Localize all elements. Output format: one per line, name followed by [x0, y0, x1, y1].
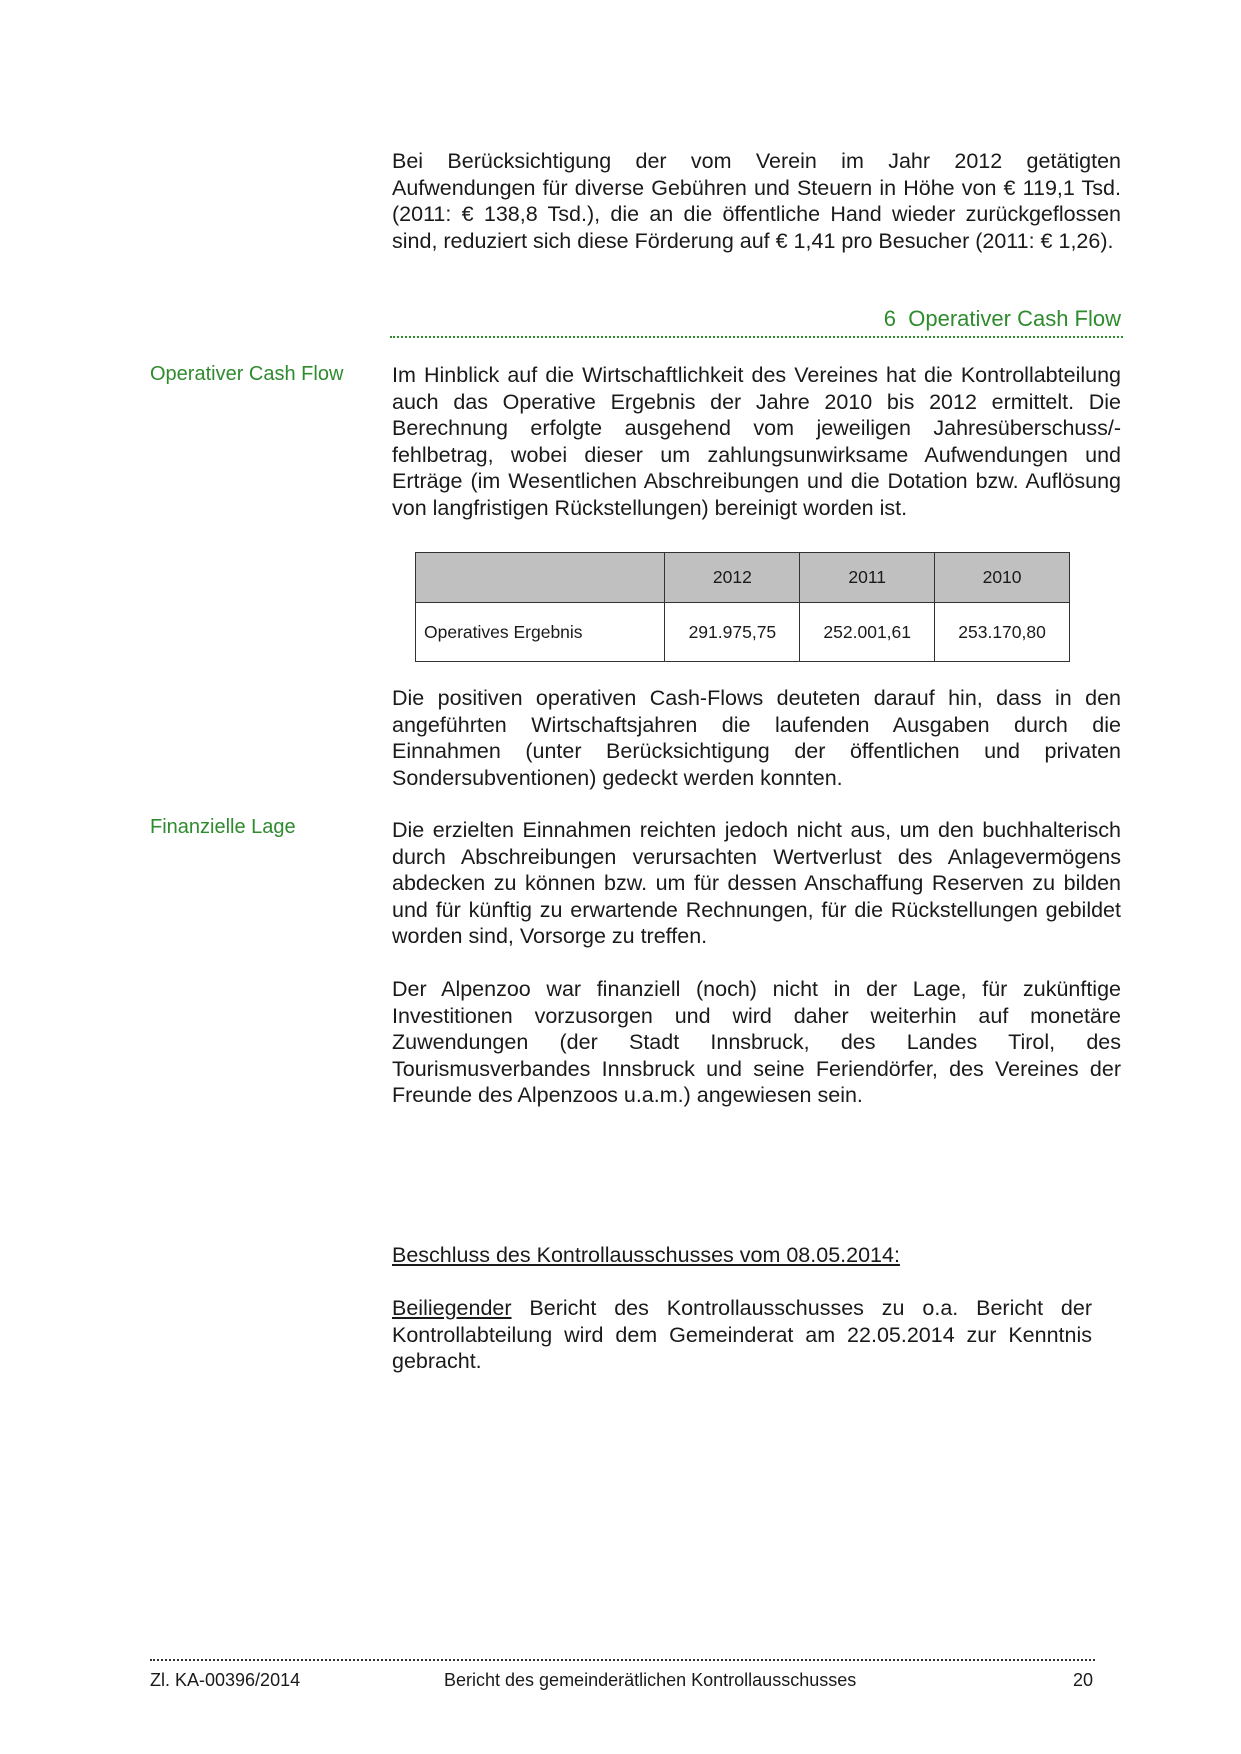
table-row-label: Operatives Ergebnis	[416, 603, 665, 662]
section-divider	[390, 336, 1123, 338]
sidebar-label-cash-flow: Operativer Cash Flow	[150, 363, 344, 385]
table-header-cell: 2010	[935, 553, 1070, 603]
section-title: Operativer Cash Flow	[908, 306, 1121, 331]
footer-page-number: 20	[1073, 1670, 1094, 1690]
table-header-row	[416, 553, 1070, 603]
table-header-cell	[416, 553, 665, 603]
footer-reference: Zl. KA-00396/2014	[150, 1670, 301, 1690]
table-header-cell: 2011	[800, 553, 935, 603]
beschluss-text: Bericht des Kontrollausschusses zu o.a. Bericht der Kontrollabteilung wird dem Gemeinderat am 22.05.2014 zur Kenntnis gebracht.	[392, 1296, 1092, 1373]
table-cell: 252.001,61	[800, 603, 935, 662]
beschluss-lead: Beiliegender	[392, 1296, 512, 1320]
alpenzoo-paragraph: Der Alpenzoo war finanziell (noch) nicht in der Lage, für zukünftige Investitionen vorzusorgen und wird daher weiterhin auf monetäre Zuwendungen (der Stadt Innsbruck, des Landes Tirol, des Tourismusverbandes Innsbruck und seine Feriendörfer, des Vereines der Freunde des Alpenzoos u.a.m.) angewiesen sein.	[392, 977, 1121, 1107]
section-heading	[392, 306, 1121, 332]
cash-flow-paragraph: Im Hinblick auf die Wirtschaftlichkeit des Vereines hat die Kontrollabteilung auch das Operative Ergebnis der Jahre 2010 bis 2012 ermittelt. Die Berechnung erfolgte ausgehend vom jeweiligen Jahresüberschuss/-fehlbetrag, wobei dieser um zahlungsunwirksame Aufwendungen und Erträge (im Wesentlichen Abschreibungen und die Dotation bzw. Auflösung von langfristigen Rückstellungen) bereinigt worden ist.	[392, 363, 1121, 520]
beschluss-title: Beschluss des Kontrollausschusses vom 08.05.2014:	[392, 1243, 900, 1267]
beschluss-paragraph	[392, 1295, 1092, 1375]
table-cell: 253.170,80	[935, 603, 1070, 662]
table-cell: 291.975,75	[665, 603, 800, 662]
table-row	[416, 603, 1070, 662]
operatives-ergebnis-table	[415, 552, 1070, 662]
positive-cash-flow-paragraph: Die positiven operativen Cash-Flows deuteten darauf hin, dass in den angeführten Wirtschaftsjahren die laufenden Ausgaben durch die Einnahmen (unter Berücksichtigung der öffentlichen und privaten Sondersubventionen) gedeckt werden konnten.	[392, 686, 1121, 790]
section-number: 6	[883, 306, 897, 331]
finanzielle-lage-paragraph: Die erzielten Einnahmen reichten jedoch nicht aus, um den buchhalterisch durch Abschreibungen verursachten Wertverlust des Anlagevermögens abdecken zu können bzw. um für dessen Anschaffung Reserven zu bilden und für künftig zu erwartende Rechnungen, für die Rückstellungen gebildet worden sind, Vorsorge zu treffen.	[392, 818, 1121, 948]
intro-paragraph: Bei Berücksichtigung der vom Verein im Jahr 2012 getätigten Aufwendungen für diverse Gebühren und Steuern in Höhe von € 119,1 Tsd. (2011: € 138,8 Tsd.), die an die öffentliche Hand wieder zurückgeflossen sind, reduziert sich diese Förderung auf € 1,41 pro Besucher (2011: € 1,26).	[392, 149, 1121, 253]
sidebar-label-finanzielle-lage: Finanzielle Lage	[150, 816, 296, 838]
footer-title: Bericht des gemeinderätlichen Kontrollausschusses	[444, 1670, 857, 1690]
footer-divider	[150, 1659, 1095, 1661]
table-header-cell: 2012	[665, 553, 800, 603]
